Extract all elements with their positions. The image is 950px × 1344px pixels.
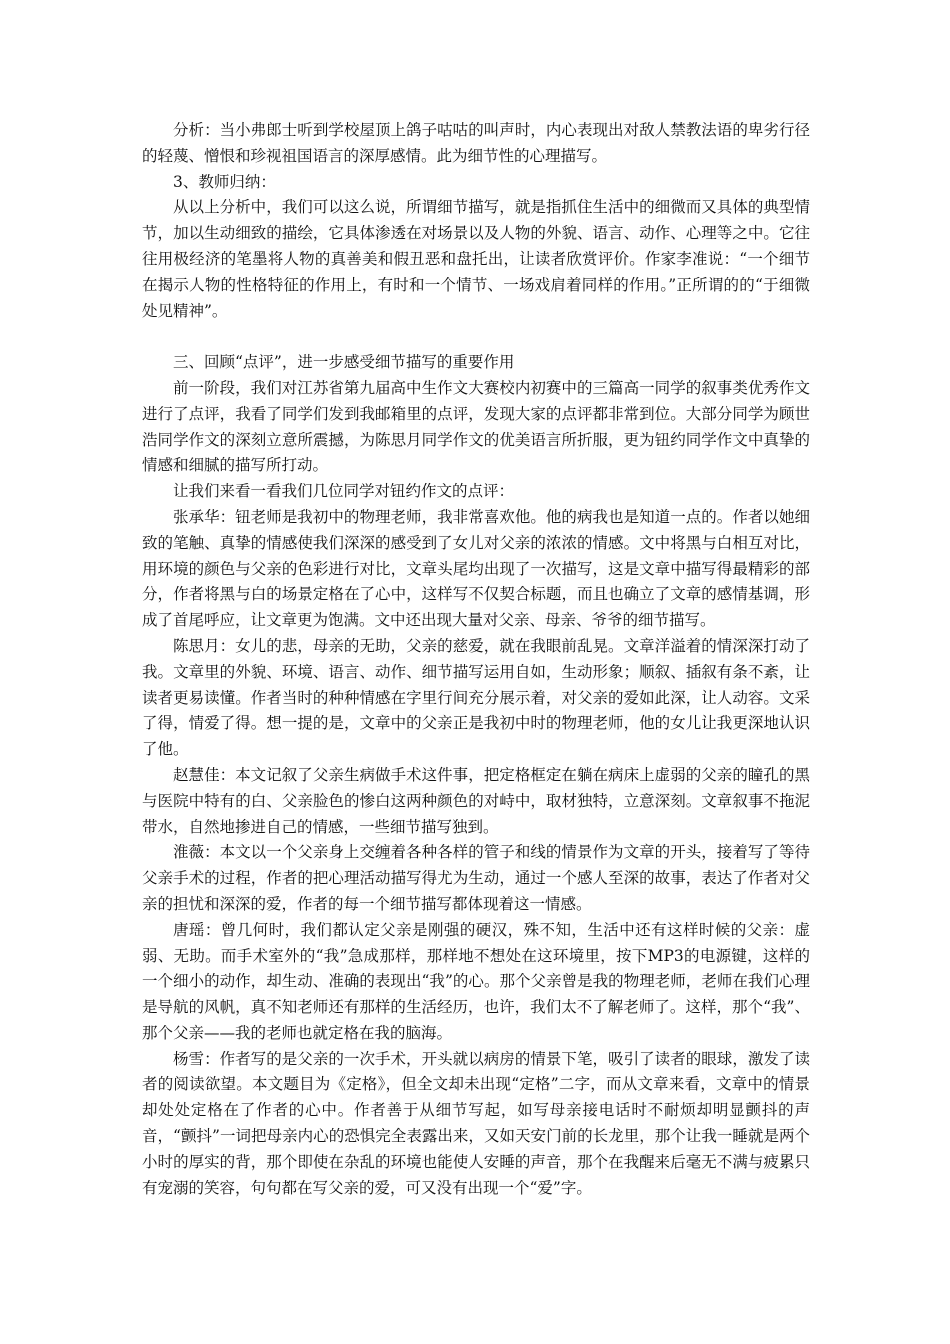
paragraph-review-intro: 前一阶段，我们对江苏省第九届高中生作文大赛校内初赛中的三篇高一同学的叙事类优秀作文进行了点评，我看了同学们发到我邮箱里的点评，发现大家的点评都非常到位。大部分同学为顾世浩同学作文的深刻立意所震撼，为陈思月同学作文的优美语言所折服，更为钮约同学作文中真挚的情感和细腻的描写所打动。: [142, 378, 810, 475]
paragraph-teacher-summary: 从以上分析中，我们可以这么说，所谓细节描写，就是指抓住生活中的细微而又具体的典型情节，加以生动细致的描绘，它具体渗透在对场景以及人物的外貌、语言、动作、心理等之中。它往往用极经济的笔墨将人物的真善美和假丑恶和盘托出，让读者欣赏评价。作家李准说：“一个细节在揭示人物的性格特征的作用上，有时和一个情节、一场戏肩着同样的作用。”正所谓的的“于细微处见精神”。: [142, 198, 810, 320]
comment-yang-xue: 杨雪：作者写的是父亲的一次手术，开头就以病房的情景下笔，吸引了读者的眼球，激发了读者的阅读欲望。本文题目为《定格》，但全文却未出现“定格”二字，而从文章来看，文章中的情景却处处定格在了作者的心中。作者善于从细节写起，如写母亲接电话时不耐烦却明显颤抖的声音，“颤抖”一词把母亲内心的恐惧完全表露出来，又如天安门前的长龙里，那个让我一睡就是两个小时的厚实的背，那个即使在杂乱的环境也能使人安睡的声音，那个在我醒来后毫无不满与疲累只有宠溺的笑容，句句都在写父亲的爱，可又没有出现一个“爱”字。: [142, 1049, 810, 1197]
document-body: [142, 118, 810, 1201]
paragraph-analysis: 分析：当小弗郎士听到学校屋顶上鸽子咕咕的叫声时，内心表现出对敌人禁教法语的卑劣行径的轻蔑、憎恨和珍视祖国语言的深厚感情。此为细节性的心理描写。: [142, 121, 810, 165]
comment-zhao-huijia: 赵慧佳：本文记叙了父亲生病做手术这件事，把定格框定在躺在病床上虚弱的父亲的瞳孔的黑与医院中特有的白、父亲脸色的惨白这两种颜色的对峙中，取材独特，立意深刻。文章叙事不拖泥带水，自然地掺进自己的情感，一些细节描写独到。: [142, 765, 810, 836]
blank-line: [142, 324, 810, 350]
paragraph-review-lead: 让我们来看一看我们几位同学对钮约作文的点评：: [173, 482, 515, 501]
comment-tang-yao: 唐瑶：曾几何时，我们都认定父亲是刚强的硬汉，殊不知，生活中还有这样时候的父亲：虚弱、无助。而手术室外的“我”急成那样，那样地不想处在这环境里，按下MP3的电源键，这样的一个细小的动作，却生动、准确的表现出“我”的心。那个父亲曾是我的物理老师，老师在我们心理是导航的风帆，真不知老师还有那样的生活经历，也许，我们太不了解老师了。这样，那个“我”、那个父亲——我的老师也就定格在我的脑海。: [142, 920, 810, 1042]
paragraph-teacher-summary-heading: 3、教师归纳：: [173, 172, 276, 191]
comment-zhang-chenghua: 张承华：钮老师是我初中的物理老师，我非常喜欢他。他的病我也是知道一点的。作者以她细致的笔触、真挚的情感使我们深深的感受到了女儿对父亲的浓浓的情感。文中将黑与白相互对比，用环境的颜色与父亲的色彩进行对比，文章头尾均出现了一次描写，这是文章中描写得最精彩的部分，作者将黑与白的场景定格在了心中，这样写不仅契合标题，而且也确立了文章的感情基调，形成了首尾呼应，让文章更为饱满。文中还出现大量对父亲、母亲、爷爷的细节描写。: [142, 507, 810, 630]
comment-chen-siyue: 陈思月：女儿的悲，母亲的无助，父亲的慈爱，就在我眼前乱晃。文章洋溢着的情深深打动了我。文章里的外貌、环境、语言、动作、细节描写运用自如，生动形象；顺叙、插叙有条不紊，让读者更易读懂。作者当时的种种情感在字里行间充分展示着，对父亲的爱如此深，让人动容。文采了得，情爱了得。想一提的是，文章中的父亲正是我初中时的物理老师，他的女儿让我更深地认识了他。: [142, 636, 810, 759]
section-heading-review: 三、回顾“点评”，进一步感受细节描写的重要作用: [173, 353, 515, 372]
comment-huai-wei: 淮薇：本文以一个父亲身上交缠着各种各样的管子和线的情景作为文章的开头，接着写了等待父亲手术的过程，作者的把心理活动描写得尤为生动，通过一个感人至深的故事，表达了作者对父亲的担忧和深深的爱，作者的每一个细节描写都体现着这一情感。: [142, 843, 810, 913]
